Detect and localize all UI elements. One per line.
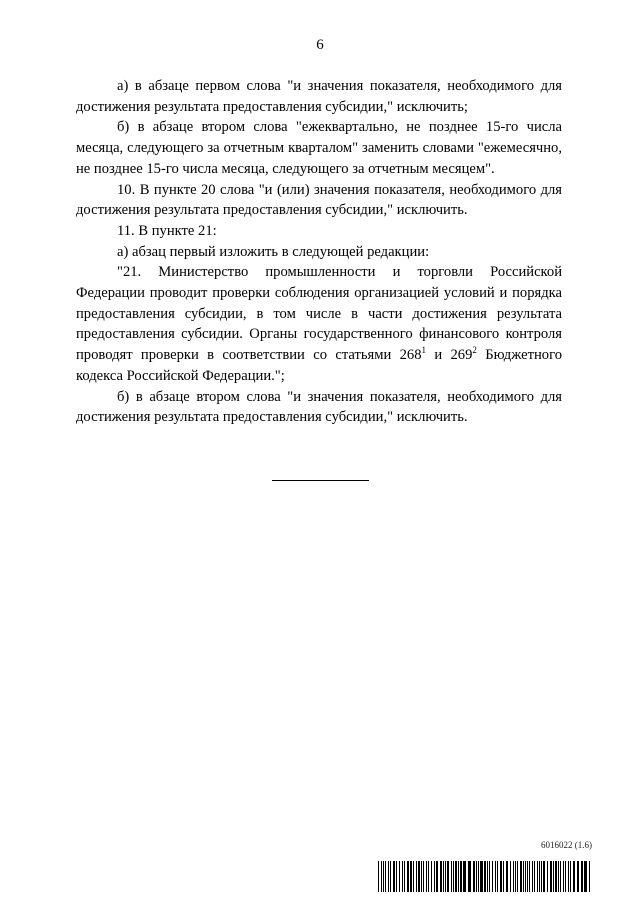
barcode-bar	[517, 861, 518, 892]
barcode-bar	[418, 861, 420, 892]
barcode-bar	[404, 861, 405, 892]
barcode-bar	[421, 861, 422, 892]
barcode-bar	[468, 861, 471, 892]
barcode-bar	[565, 861, 566, 892]
paragraph-a-first: а) в абзаце первом слова "и значения показателя, необходимого для достижения результата предоставления субсидии," исключить;	[76, 78, 562, 115]
barcode-bar	[553, 861, 554, 892]
barcode-bar	[416, 861, 417, 892]
barcode-bar	[440, 861, 442, 892]
barcode-image	[378, 861, 592, 892]
barcode-bar	[529, 861, 530, 892]
barcode-bar	[539, 861, 540, 892]
barcode-bar	[550, 861, 552, 892]
barcode-bar	[558, 861, 559, 892]
paragraph-b-second-exclude: б) в абзаце втором слова "и значения показателя, необходимого для достижения результата предоставления субсидии," исключить.	[76, 388, 562, 426]
barcode-bar	[534, 861, 535, 892]
barcode-bar	[478, 861, 479, 892]
barcode-bar	[513, 861, 514, 892]
barcode-bar	[547, 861, 548, 892]
barcode-bar	[447, 861, 449, 892]
barcode-bar	[541, 861, 542, 892]
barcode-bar	[568, 861, 569, 892]
barcode-bar	[500, 861, 502, 892]
barcode-bar	[503, 861, 504, 892]
barcode-bar	[396, 861, 397, 892]
barcode-bar	[473, 861, 475, 892]
barcode-bar	[489, 861, 490, 892]
page-number: 6	[316, 37, 324, 53]
barcode-bar	[560, 861, 561, 892]
barcode-bar	[402, 861, 403, 892]
barcode-bar	[476, 861, 477, 892]
superscript-1: 1	[421, 345, 426, 356]
barcode-bar	[487, 861, 488, 892]
barcode-bar	[393, 861, 395, 892]
barcode-bar	[463, 861, 466, 892]
barcode-bar	[563, 861, 564, 892]
barcode-bar	[495, 861, 496, 892]
barcode-bar	[423, 861, 424, 892]
barcode-bar	[506, 861, 508, 892]
quoted-text-main: "21. Министерство промышленности и торговли Российской Федерации проводит проверки соблюдения организацией условий и порядка предоставления субсидии, в том числе в части достижения результата предоставления субсидии. Органы государственного финансового контроля проводят проверки в соответствии со статьями 268	[76, 264, 562, 364]
barcode-bar	[434, 861, 435, 892]
barcode-bar	[577, 861, 579, 892]
quoted-text-and: и 269	[426, 347, 473, 364]
barcode-bar	[453, 861, 454, 892]
barcode-block	[378, 840, 592, 892]
paragraph-item-11: 11. В пункте 21:	[117, 222, 217, 239]
barcode-bar	[527, 861, 528, 892]
barcode-bar	[532, 861, 533, 892]
barcode-bar	[426, 861, 427, 892]
barcode-bar	[436, 861, 438, 892]
barcode-bar	[570, 861, 571, 892]
barcode-bar	[480, 861, 483, 892]
barcode-code: 6016022 (1.6)	[541, 840, 592, 850]
barcode-bar	[525, 861, 526, 892]
superscript-2: 2	[472, 345, 477, 356]
barcode-bar	[390, 861, 391, 892]
barcode-bar	[385, 861, 386, 892]
paragraph-a-new-wording: а) абзац первый изложить в следующей редакции:	[117, 243, 430, 260]
barcode-bar	[455, 861, 457, 892]
separator-line	[272, 480, 369, 481]
barcode-bar	[428, 861, 429, 892]
barcode-bar	[497, 861, 498, 892]
barcode-bar	[407, 861, 409, 892]
paragraph-b-second: б) в абзаце втором слова "ежеквартально, не позднее 15-го числа месяца, следующего за отчетным кварталом" заменить словами "ежемесячно, не позднее 15-го числа месяца, следующего за отчетным месяцем".	[76, 119, 562, 177]
barcode-bar	[555, 861, 557, 892]
barcode-bar	[573, 861, 575, 892]
barcode-bar	[515, 861, 516, 892]
barcode-bar	[383, 861, 384, 892]
barcode-bar	[484, 861, 486, 892]
barcode-bar	[589, 861, 590, 892]
barcode-bar	[451, 861, 452, 892]
barcode-bar	[537, 861, 538, 892]
barcode-bar	[388, 861, 389, 892]
barcode-bar	[410, 861, 412, 892]
barcode-bar	[381, 861, 382, 892]
barcode-bar	[460, 861, 462, 892]
quoted-text-end: Бюджетного кодекса Российской Федерации.";	[76, 347, 562, 384]
barcode-bar	[543, 861, 545, 892]
barcode-bar	[510, 861, 511, 892]
barcode-bar	[458, 861, 459, 892]
barcode-bar	[492, 861, 493, 892]
barcode-bar	[378, 861, 379, 892]
barcode-bar	[399, 861, 400, 892]
paragraph-quoted-item-21	[76, 262, 562, 386]
paragraph-item-10: 10. В пункте 20 слова "и (или) значения показателя, необходимого для достижения результата предоставления субсидии," исключить.	[76, 181, 562, 219]
barcode-bar	[443, 861, 444, 892]
document-body	[76, 76, 562, 428]
barcode-bar	[445, 861, 446, 892]
barcode-bar	[431, 861, 432, 892]
barcode-bar	[413, 861, 414, 892]
barcode-bar	[520, 861, 522, 892]
barcode-bar	[523, 861, 524, 892]
barcode-bar	[581, 861, 583, 892]
barcode-bar	[584, 861, 587, 892]
